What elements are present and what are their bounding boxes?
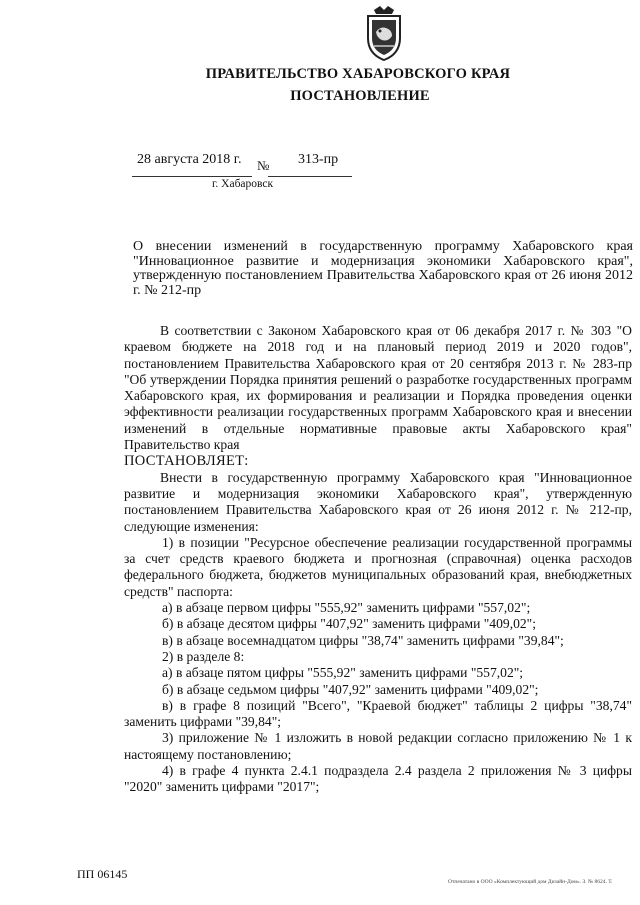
date-underline: [132, 176, 252, 177]
preamble-paragraph: В соответствии с Законом Хабаровского края от 06 декабря 2017 г. № 303 "О краевом бюджете на 2018 год и на плановый период 2019 и 2020 годов", постановлением Правительства Хабаровского края от 20 сентября 2013 г. № 283-пр "Об утверждении Порядка принятия решений о разработке государственных программ Хабаровского края, их формирования и реализации и Порядка проведения оценки эффективности реализации государственных программ Хабаровского края и внесении изменений в отдельные нормативные правовые акты Хабаровского края" Правительство края: [124, 323, 632, 453]
resolves-heading: ПОСТАНОВЛЯЕТ:: [124, 453, 249, 470]
change-item: а) в абзаце первом цифры "555,92" заменить цифрами "557,02";: [162, 600, 531, 616]
intro-paragraph: Внести в государственную программу Хабаровского края "Инновационное развитие и модернизация экономики Хабаровского края", утвержденную постановлением Правительства Хабаровского края от 26 июня 2012 г. № 212-пр, следующие изменения:: [124, 469, 632, 534]
change-item: 2) в разделе 8:: [162, 648, 245, 664]
change-item: б) в абзаце седьмом цифры "407,92" заменить цифрами "409,02";: [162, 681, 539, 697]
document-body: [124, 323, 632, 796]
coat-of-arms-icon: [360, 2, 408, 62]
number-sign: №: [257, 158, 270, 173]
document-title: О внесении изменений в государственную программу Хабаровского края "Инновационное развитие и модернизация экономики Хабаровского края", утвержденную постановлением Правительства Хабаровского края от 26 июня 2012 г. № 212-пр: [133, 239, 633, 298]
government-name: ПРАВИТЕЛЬСТВО ХАБАРОВСКОГО КРАЯ: [205, 66, 511, 82]
change-item: в) в абзаце восемнадцатом цифры "38,74" заменить цифрами "39,84";: [162, 632, 564, 648]
change-item: 4) в графе 4 пункта 2.4.1 подраздела 2.4 раздела 2 приложения № 3 цифры "2020" заменить цифрами "2017";: [124, 763, 632, 795]
change-item: 3) приложение № 1 изложить в новой редакции согласно приложению № 1 к настоящему постановлению;: [124, 730, 632, 762]
document-type: ПОСТАНОВЛЕНИЕ: [290, 88, 430, 104]
document-city: г. Хабаровск: [212, 178, 274, 190]
change-item: б) в абзаце десятом цифры "407,92" заменить цифрами "409,02";: [162, 616, 537, 632]
change-item: 1) в позиции "Ресурсное обеспечение реализации государственной программы за счет средств краевого бюджета и прогнозная (справочная) оценка расходов федерального бюджета, бюджетов муниципальных образований края, внебюджетных средств" паспорта:: [124, 534, 632, 599]
print-note: Отпечатано в ООО «Комплектующий дом Дизайн-Дом». З. № 8624. Т.: [448, 879, 613, 885]
change-item: а) в абзаце пятом цифры "555,92" заменить цифрами "557,02";: [162, 665, 524, 681]
document-number: 313-пр: [298, 152, 339, 167]
change-item: в) в графе 8 позиций "Всего", "Краевой бюджет" таблицы 2 цифры "38,74" заменить цифрами "39,84";: [124, 697, 632, 730]
document-date: 28 августа 2018 г.: [137, 152, 242, 167]
document-code: ПП 06145: [77, 867, 128, 881]
number-underline: [268, 176, 352, 177]
